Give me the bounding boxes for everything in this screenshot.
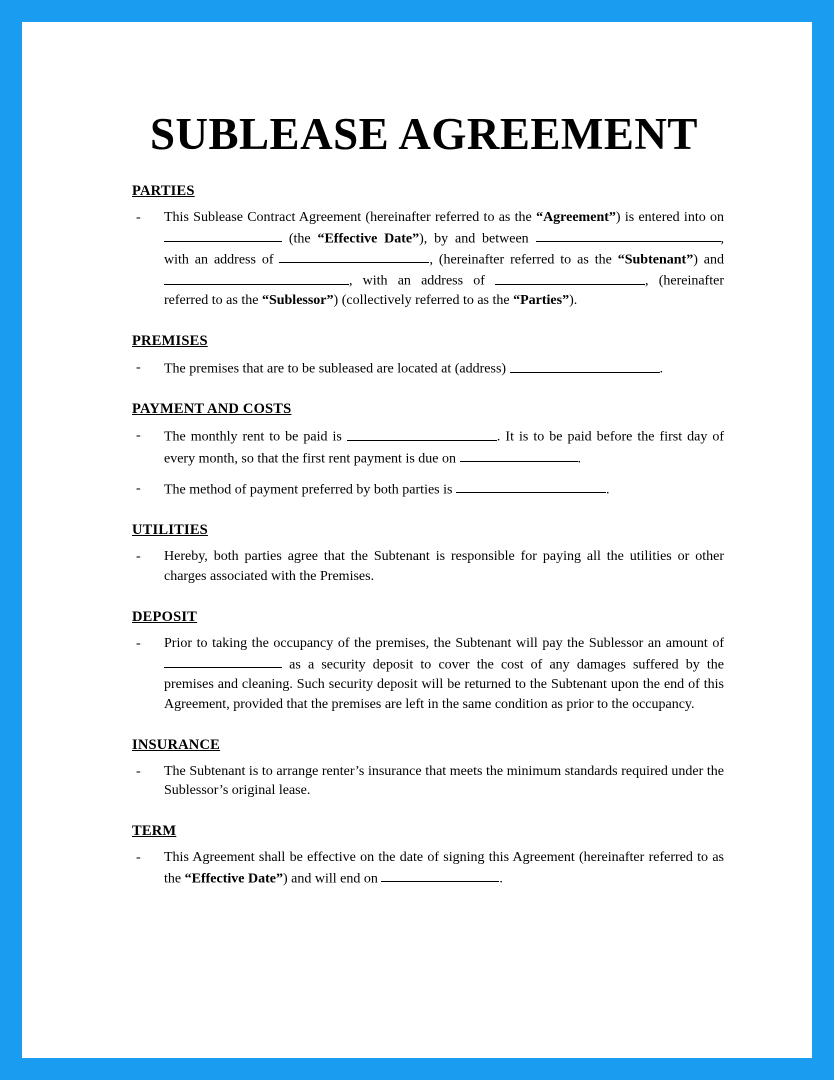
- bullet-marker: -: [136, 850, 141, 866]
- text-fragment: This Sublease Contract Agreement (hereinafter referred to as the: [164, 210, 537, 225]
- section-heading-payment-and-costs: PAYMENT AND COSTS: [132, 401, 292, 418]
- bullet-marker: -: [136, 480, 141, 496]
- text-fragment: .: [659, 361, 664, 377]
- spacer: [132, 510, 724, 522]
- term-parties: “Parties”: [513, 293, 570, 309]
- bullet-text: [164, 208, 724, 311]
- section-heading-deposit: DEPOSIT: [132, 608, 198, 625]
- list-item: [132, 358, 724, 379]
- text-fragment: , with an address of: [349, 273, 496, 289]
- text-fragment: ) and: [693, 252, 724, 268]
- text-fragment: .: [577, 450, 581, 466]
- bullet-marker: -: [136, 428, 141, 444]
- term-sublessor: “Sublessor”: [261, 293, 334, 309]
- bullet-text: Hereby, both parties agree that the Subtenant is responsible for paying all the utilities or other charges associated with the Premises.: [164, 548, 724, 584]
- text-fragment: , (hereinafter referred to as the: [429, 252, 618, 268]
- blank-field-payment-method[interactable]: [456, 479, 606, 493]
- section-heading-premises: PREMISES: [132, 333, 208, 350]
- blank-field-first-payment-date[interactable]: [460, 448, 578, 462]
- bullet-text: [164, 358, 724, 379]
- text-fragment: as a security deposit to cover the cost of any damages suffered by the premises and cleaning. Such security deposit will be returned to the Subtenant upon the end of this Agreement, provided that the premises are left in the same condition as prior to the occupancy.: [164, 656, 724, 712]
- bullet-text: [164, 634, 724, 715]
- section-premises: [132, 333, 724, 379]
- text-fragment: ) and will end on: [282, 871, 382, 887]
- text-fragment: (the: [288, 231, 318, 247]
- text-fragment: ) (collectively referred to as the: [333, 293, 514, 309]
- list-item: [132, 208, 724, 311]
- section-heading-utilities: UTILITIES: [132, 521, 208, 538]
- list-item: [132, 634, 724, 715]
- document-paper: [22, 22, 812, 1058]
- text-fragment: , (hereinafter referred to as the: [164, 273, 724, 309]
- text-fragment: . It is to be paid before the first day of every month, so that the first rent payment is due on: [164, 429, 724, 466]
- spacer: [132, 725, 724, 737]
- list-item: [132, 479, 724, 500]
- text-fragment: ).: [569, 293, 578, 309]
- section-deposit: [132, 609, 724, 715]
- text-fragment: This Agreement shall be effective on the date of signing this Agreement (hereinafter referred: [164, 850, 698, 866]
- term-agreement: “Agreement”: [536, 210, 616, 225]
- list-item: [132, 848, 724, 889]
- section-utilities: [132, 522, 724, 587]
- bullet-marker: -: [136, 210, 141, 225]
- blank-field-sublessor-address[interactable]: [495, 270, 645, 284]
- blank-field-effective-date[interactable]: [164, 228, 282, 242]
- blank-field-premises-address[interactable]: [510, 358, 660, 372]
- bullet-marker: -: [136, 548, 141, 564]
- spacer: [132, 389, 724, 401]
- section-heading-insurance: INSURANCE: [132, 736, 221, 753]
- text-fragment: to as the: [164, 850, 724, 887]
- text-fragment: ), by and between: [419, 231, 536, 247]
- section-insurance: [132, 737, 724, 802]
- blank-field-monthly-rent[interactable]: [347, 426, 497, 440]
- section-parties: [132, 183, 724, 311]
- bullet-text: [164, 426, 724, 468]
- term-subtenant: “Subtenant”: [617, 252, 694, 268]
- term-effective-date: “Effective Date”: [317, 231, 420, 247]
- text-fragment: The method of payment preferred by both parties is: [164, 482, 456, 498]
- section-term: [132, 823, 724, 889]
- blank-field-subtenant-name[interactable]: [536, 228, 721, 242]
- blank-field-subtenant-address[interactable]: [279, 249, 429, 263]
- list-item: [132, 426, 724, 468]
- spacer: [132, 597, 724, 609]
- list-item: [132, 547, 724, 587]
- text-fragment: The monthly rent to be paid is: [164, 429, 347, 445]
- bullet-marker: -: [136, 763, 141, 779]
- text-fragment: ) is entered into on: [615, 210, 724, 225]
- bullet-text: The Subtenant is to arrange renter’s insurance that meets the minimum standards required under the Sublessor’s original lease.: [164, 763, 724, 799]
- bullet-marker: -: [136, 635, 141, 651]
- section-heading-term: TERM: [132, 823, 177, 840]
- blank-field-sublessor-name[interactable]: [164, 270, 349, 284]
- bullet-text: [164, 848, 724, 889]
- term-effective-date: “Effective Date”: [184, 871, 283, 887]
- text-fragment: Prior to taking the occupancy of the premises, the Subtenant will pay the Sublessor an amount of: [164, 635, 724, 651]
- bullet-text: [164, 479, 724, 500]
- text-fragment: , with an address of: [164, 231, 725, 268]
- spacer: [132, 321, 724, 333]
- spacer: [132, 811, 724, 823]
- page-title: SUBLEASE AGREEMENT: [150, 109, 698, 159]
- text-fragment: .: [605, 482, 610, 498]
- section-heading-parties: PARTIES: [132, 183, 195, 199]
- list-item: [132, 762, 724, 802]
- section-payment-and-costs: [132, 401, 724, 500]
- blank-field-end-date[interactable]: [381, 868, 499, 882]
- text-fragment: The premises that are to be subleased are located at (address): [164, 361, 510, 377]
- bullet-marker: -: [136, 360, 141, 376]
- text-fragment: .: [499, 871, 503, 887]
- blank-field-security-deposit-amount[interactable]: [164, 654, 282, 668]
